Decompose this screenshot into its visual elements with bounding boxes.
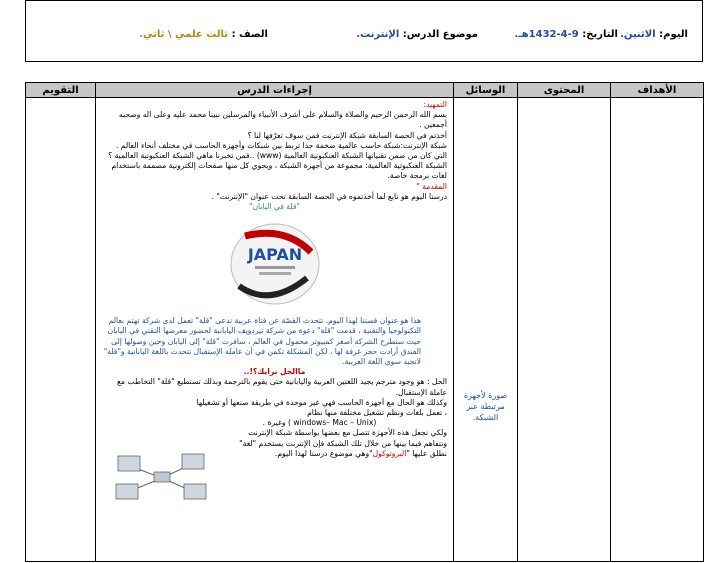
col-procedures: إجراءات الدرس	[96, 83, 454, 98]
content-cell	[518, 98, 611, 562]
japan-logo-image	[215, 216, 335, 312]
date-field	[515, 29, 618, 40]
proc-line-4: التي كان من ضمن تقنياتها الشبكة العنكبوتية العالمية (www) ..فمن تخبرنا ماهي الشبكة العنكبوتية العالمية ؟	[108, 151, 447, 161]
day-field	[620, 29, 688, 40]
protocol-word: البروتوكول	[372, 448, 407, 458]
story-paragraph: هذا هو عنوان قصتنا لهذا اليوم. تتحدث القصّة عن فتاة عربية تدعى "قلة" تعمل لدى شركة تهتم بعالم التكنولوجيا والتقنية ، قدمت "قلة" دعوة من شركة ثيردويف اليابانية لحضور معرضها التقني في اليابان حيث ستطرح الشركة أصغر كمبيوتر محمول في العالم ، سافرت "قلة" إلى اليابان وحين وصولها إلى الفندق أرادت حجز غرفة لها ، لكن المشكلة تكمن في أن عاملة الإستقبال تتحدث باللغة اليابانية و"قلة" لاتجيد سوى اللغة العربية.	[103, 316, 421, 367]
proc-line-5: الشبكة العنكبوتية العالمية: مجموعة من أجهزة الشبكة ، ويحوي كل منها صفحات إلكترونية مصممة باستخدام لغات برمجة خاصة.	[111, 161, 447, 181]
grade-label: الصف :	[231, 29, 268, 40]
col-evaluation: التقويم	[26, 83, 96, 98]
topic-field	[356, 29, 478, 40]
procedures-cell	[96, 98, 454, 562]
proc-line-6: درسنا اليوم هو تابع لما أخذتموه في الحصة السابقة تحت عنوان "الإنترنت" .	[211, 191, 447, 201]
story-title: "قلة في اليابان"	[248, 202, 301, 212]
solution-line-2: وكذلك هو الحال مع أجهزة الحاسب فهي غير موحدة في طريقة صنعها أو تشغيلها ، تعمل بلغات ونظم تشغيل مختلفة منها نظام	[196, 397, 447, 418]
intro-heading: التمهيد:	[423, 100, 447, 109]
topic-label: موضوع الدرس:	[402, 29, 478, 40]
network-computers-image	[110, 448, 212, 504]
table-body-row	[26, 98, 704, 562]
intro2-heading: المقدمة "	[416, 181, 447, 191]
procedures-body	[96, 98, 453, 561]
day-label: اليوم:	[659, 29, 688, 40]
proc-line-1: بسم الله الرحمن الرحيم والصلاة والسلام على أشرف الأنبياء والمرسلين نبينا محمد عليه وعلى اله وصحبه أجمعين .	[118, 110, 447, 130]
os-line: (windows– Mac – Unix ) وغيرة .	[262, 418, 377, 428]
proc-line-2: أخذتم في الحصة السابقة شبكة الإنترنت فمن سوف تعرّفها لنا ؟	[247, 130, 447, 140]
evaluation-cell	[26, 98, 96, 562]
table-header-row	[26, 83, 704, 98]
question-line: ماالحل برايك؟!..	[243, 367, 306, 377]
date-value: 9-4-1432هـ.	[514, 29, 579, 40]
header-info-row	[40, 29, 688, 47]
date-label: التاريخ:	[582, 29, 618, 40]
solution-line-3: ولكي نجعل هذه الأجهزة تتصل مع بعضها بواسطة شبكة الإنترنت	[248, 428, 447, 438]
lesson-table	[25, 82, 704, 562]
header-box	[25, 0, 703, 62]
solution-line-1: الحل : هو وجود مترجم يجيد اللغتين العربية واليابانية حتى يقوم بالترجمة وبذلك تستطيع "قلة" التخاطب مع عاملة الإستقبال.	[117, 377, 447, 397]
col-objectives: الأهداف	[611, 83, 704, 98]
solution-line-5-post: "وهي موضوع درسنا لهذا اليوم.	[274, 448, 373, 458]
japan-logo-graphic	[215, 216, 335, 312]
col-tools: الوسائل	[454, 83, 518, 98]
solution-line-5-pre: نطلق عليها "	[406, 448, 447, 458]
topic-value: الإنترنت.	[356, 29, 400, 40]
objectives-cell	[611, 98, 704, 562]
solution-line-4: وتتفاهم فيما بينها من خلال تلك الشبكة فإن الإنترنت يستخدم "لغة"	[239, 438, 447, 448]
tools-cell	[454, 98, 518, 562]
proc-line-3: شبكة الإنترنت:شبكة حاسب عالمية ضخمة جدا تربط بين شبكات وأجهزة الحاسب في مختلف أنحاء العالم .	[115, 140, 447, 150]
lesson-plan-page	[25, 0, 705, 563]
grade-field	[139, 29, 268, 40]
logo-brand-text: JAPAN	[247, 245, 302, 265]
tools-text: صورة لأجهزة مرتبطة عبر الشبكة.	[463, 391, 508, 422]
day-value: الاثنين.	[620, 29, 656, 40]
col-content: المحتوى	[518, 83, 611, 98]
solution-line-5	[212, 449, 447, 459]
grade-value: ثالث علمي \ ثاني.	[139, 29, 229, 40]
